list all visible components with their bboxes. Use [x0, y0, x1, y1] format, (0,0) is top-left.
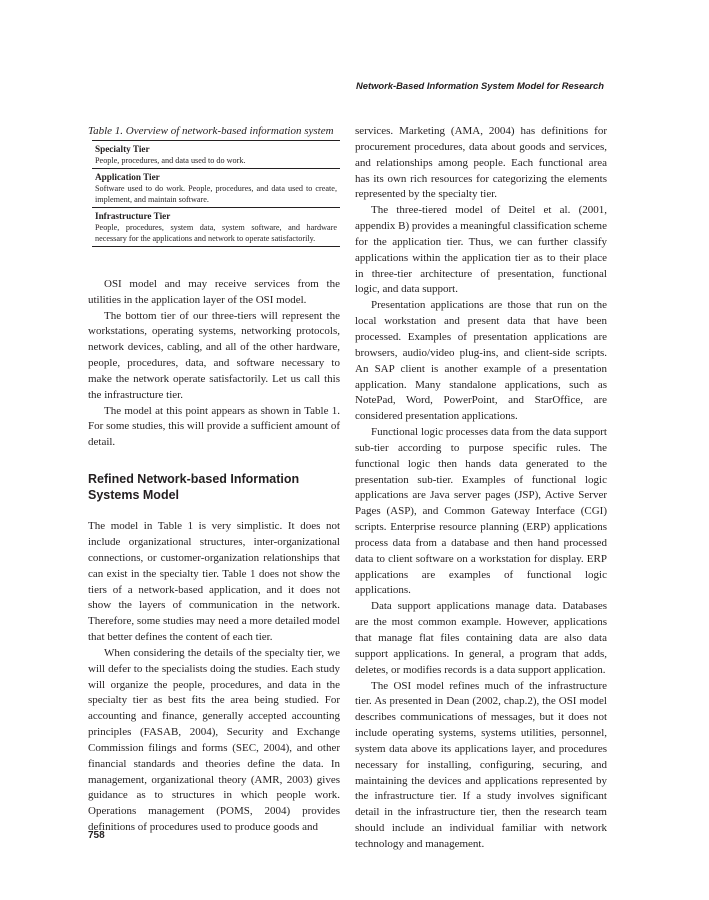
- tier-name: Application Tier: [95, 171, 160, 182]
- paragraph: The model at this point appears as shown in Table 1. For some studies, this will provide a sufficient amount of detail.: [88, 404, 340, 449]
- running-head: Network-Based Information System Model for Research: [356, 80, 604, 91]
- tier-description: People, procedures, and data used to do work.: [95, 155, 246, 165]
- paragraph: Functional logic processes data from the data support sub-tier according to purpose specific rules. The functional logic then hands data generated to the presentation sub-tier. Examples of functional logic applications are Java server pages (JSP), Active Server Pages (ASP), and Common Gateway Interface (CGI) scripts. Enterprise resource planning (ERP) applications process data from a database and then hand processed data to client software on a workstation for display. ERP applications are examples of functional logic applications.: [355, 426, 607, 597]
- section-heading: Refined Network-based Information Systems Model: [88, 472, 300, 503]
- paragraph: When considering the details of the specialty tier, we will defer to the specialists doing the studies. Each study will organize the people, procedures, and data in the specialty tier as best fits the area being studied. For accounting and finance, generally accepted accounting principles (FASAB, 2004), Security and Exchange Commission filings and forms (SEC, 2004), and other financial standards and theories define the data. In management, organizational theory (AMR, 2003) gives guidance as to structures in which people work. Operations management (POMS, 2004) provides definitions of procedures used to produce goods and: [88, 646, 340, 834]
- tier-description: People, procedures, system data, system software, and hardware necessary for the applications and network to operate satisfactorily.: [95, 222, 337, 243]
- table-row: [92, 168, 340, 207]
- tier-name: Specialty Tier: [95, 143, 150, 154]
- paragraph: OSI model and may receive services from the utilities in the application layer of the OSI model.: [88, 277, 340, 306]
- table-row: [92, 207, 340, 246]
- paragraph: Presentation applications are those that run on the local workstation and present data that have been processed. Examples of presentation applications are browsers, audio/video plug-ins, and client-side scripts. An SAP client is another example of a presentation application. Many standalone applications, such as NotePad, Word, PowerPoint, and StarOffice, are considered presentation applications.: [355, 299, 607, 423]
- tier-name: Infrastructure Tier: [95, 210, 171, 221]
- tier-description: Software used to do work. People, procedures, and data used to create, implement, and maintain software.: [95, 183, 337, 204]
- table-row: [92, 141, 340, 168]
- tier-table: [92, 140, 340, 247]
- page-number: 758: [88, 830, 105, 841]
- table-caption: Table 1. Overview of network-based information system: [88, 125, 334, 137]
- paragraph: The OSI model refines much of the infrastructure tier. As presented in Dean (2002, chap.2), the OSI model describes communications of messages, but it does not include operating systems, systems utilities, personnel, system data above its applications layer, and procedures necessary for installing, configuring, securing, and maintaining the devices and applications represented by the infrastructure tier. If a study involves significant detail in the infrastructure tier, then the research team should include an individual familiar with network technology and management.: [355, 679, 607, 850]
- paragraph: The model in Table 1 is very simplistic. It does not include organizational structures, inter-organizational connections, or customer-organization relationships that can exist in the specialty tier. Table 1 does not show the tiers of a network-based application, and it does not show the layers of communication in the network. Therefore, some studies may need a more detailed model that better defines the content of each tier.: [88, 520, 340, 644]
- left-column: [88, 124, 340, 836]
- spacer: [88, 247, 340, 277]
- paragraph: services. Marketing (AMA, 2004) has definitions for procurement procedures, data about goods and services, and relationships among people. Each functional area has its own rich resources for categorizing the elements represented by the specialty tier.: [355, 125, 607, 201]
- paragraph: The three-tiered model of Deitel et al. (2001, appendix B) provides a meaningful classification scheme for the application tier. Thus, we can further classify applications within the application tier as to their place in three-tier architecture of presentation, functional logic, and data support.: [355, 204, 607, 296]
- paragraph: The bottom tier of our three-tiers will represent the workstations, operating systems, networking protocols, network devices, cabling, and all of the other hardware, people, procedures, data, and software necessary to make the network operate satisfactorily. Let us call this the infrastructure tier.: [88, 309, 340, 401]
- paragraph: Data support applications manage data. Databases are the most common example. However, applications that manage flat files containing data are also data support applications. In general, a program that adds, deletes, or modifies records is a data support application.: [355, 600, 607, 676]
- right-column: [355, 124, 607, 853]
